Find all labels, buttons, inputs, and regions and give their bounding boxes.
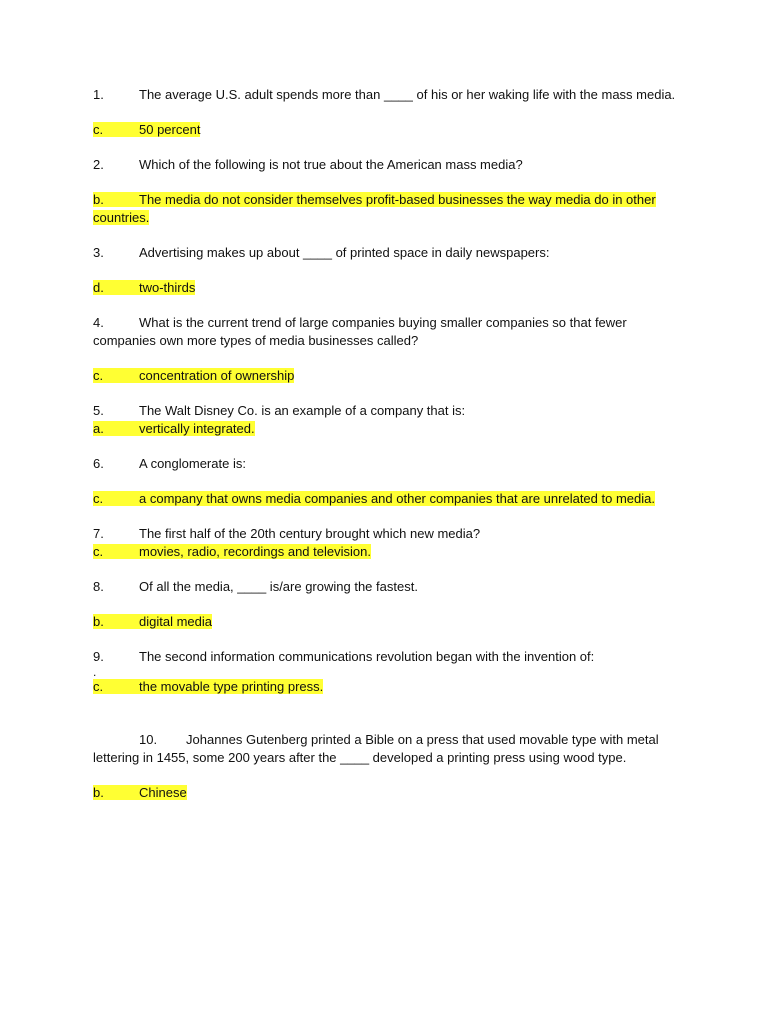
- stray-dot: .: [93, 665, 97, 679]
- answer-8: [93, 613, 683, 631]
- question-text: The second information communications revolution began with the invention of:: [139, 649, 595, 664]
- answer-letter: b.: [93, 785, 104, 800]
- answer-highlight: [93, 679, 323, 694]
- answer-text: digital media: [139, 614, 212, 629]
- answer-letter: b.: [93, 192, 104, 207]
- question-number: 9.: [93, 649, 104, 664]
- question-number: 3.: [93, 245, 104, 260]
- question-number: 4.: [93, 315, 104, 330]
- answer-letter: b.: [93, 614, 104, 629]
- answer-9: [93, 678, 683, 696]
- answer-highlight: [93, 192, 656, 225]
- answer-text: a company that owns media companies and other companies that are unrelated to media.: [139, 491, 655, 506]
- answer-letter: c.: [93, 368, 104, 383]
- question-number: 8.: [93, 579, 104, 594]
- answer-highlight: [93, 368, 294, 383]
- answer-text: two-thirds: [139, 280, 196, 295]
- question-number: 2.: [93, 157, 104, 172]
- answer-letter: c.: [93, 491, 104, 506]
- question-6: [93, 455, 683, 473]
- question-text: Of all the media, ____ is/are growing the fastest.: [139, 579, 418, 594]
- answer-highlight: [93, 122, 200, 137]
- question-2: [93, 156, 683, 174]
- question-8: [93, 578, 683, 596]
- answer-4: [93, 367, 683, 385]
- answer-text: vertically integrated.: [139, 421, 255, 436]
- answer-highlight: [93, 421, 255, 436]
- answer-highlight: [93, 491, 655, 506]
- answer-7: [93, 543, 683, 561]
- question-1: [93, 86, 683, 104]
- answer-highlight: [93, 614, 212, 629]
- answer-highlight: [93, 785, 187, 800]
- question-text: The average U.S. adult spends more than ____ of his or her waking life with the mass media.: [139, 87, 676, 102]
- question-9: [93, 648, 683, 666]
- answer-letter: c.: [93, 122, 104, 137]
- answer-5: [93, 420, 683, 438]
- question-text: Which of the following is not true about the American mass media?: [139, 157, 523, 172]
- answer-letter: c.: [93, 679, 104, 694]
- question-text: Advertising makes up about ____ of printed space in daily newspapers:: [139, 245, 550, 260]
- question-text: The first half of the 20th century brought which new media?: [139, 526, 481, 541]
- question-number: 7.: [93, 526, 104, 541]
- answer-1: [93, 121, 683, 139]
- document-page: [93, 86, 683, 802]
- question-text: The Walt Disney Co. is an example of a company that is:: [139, 403, 466, 418]
- question-text: Johannes Gutenberg printed a Bible on a press that used movable type with metal lettering in 1455, some 200 years after the ____ developed a printing press using wood type.: [93, 732, 659, 765]
- question-3: [93, 244, 683, 262]
- answer-letter: c.: [93, 544, 104, 559]
- answer-text: Chinese: [139, 785, 187, 800]
- answer-10: [93, 784, 683, 802]
- answer-3: [93, 279, 683, 297]
- question-number: 5.: [93, 403, 104, 418]
- answer-text: the movable type printing press.: [139, 679, 324, 694]
- answer-highlight: [93, 280, 195, 295]
- question-number: 1.: [93, 87, 104, 102]
- question-7: [93, 525, 683, 543]
- question-10: [93, 731, 683, 767]
- question-number: 6.: [93, 456, 104, 471]
- answer-text: The media do not consider themselves profit-based businesses the way media do in other countries.: [93, 192, 656, 225]
- answer-letter: a.: [93, 421, 104, 436]
- answer-text: concentration of ownership: [139, 368, 295, 383]
- answer-2: [93, 191, 683, 227]
- question-text: A conglomerate is:: [139, 456, 246, 471]
- question-number: 10.: [139, 732, 158, 747]
- answer-text: 50 percent: [139, 122, 201, 137]
- question-5: [93, 402, 683, 420]
- question-text: What is the current trend of large companies buying smaller companies so that fewer companies own more types of media businesses called?: [93, 315, 627, 348]
- answer-letter: d.: [93, 280, 104, 295]
- question-4: [93, 314, 683, 350]
- answer-6: [93, 490, 683, 508]
- answer-text: movies, radio, recordings and television.: [139, 544, 371, 559]
- answer-highlight: [93, 544, 371, 559]
